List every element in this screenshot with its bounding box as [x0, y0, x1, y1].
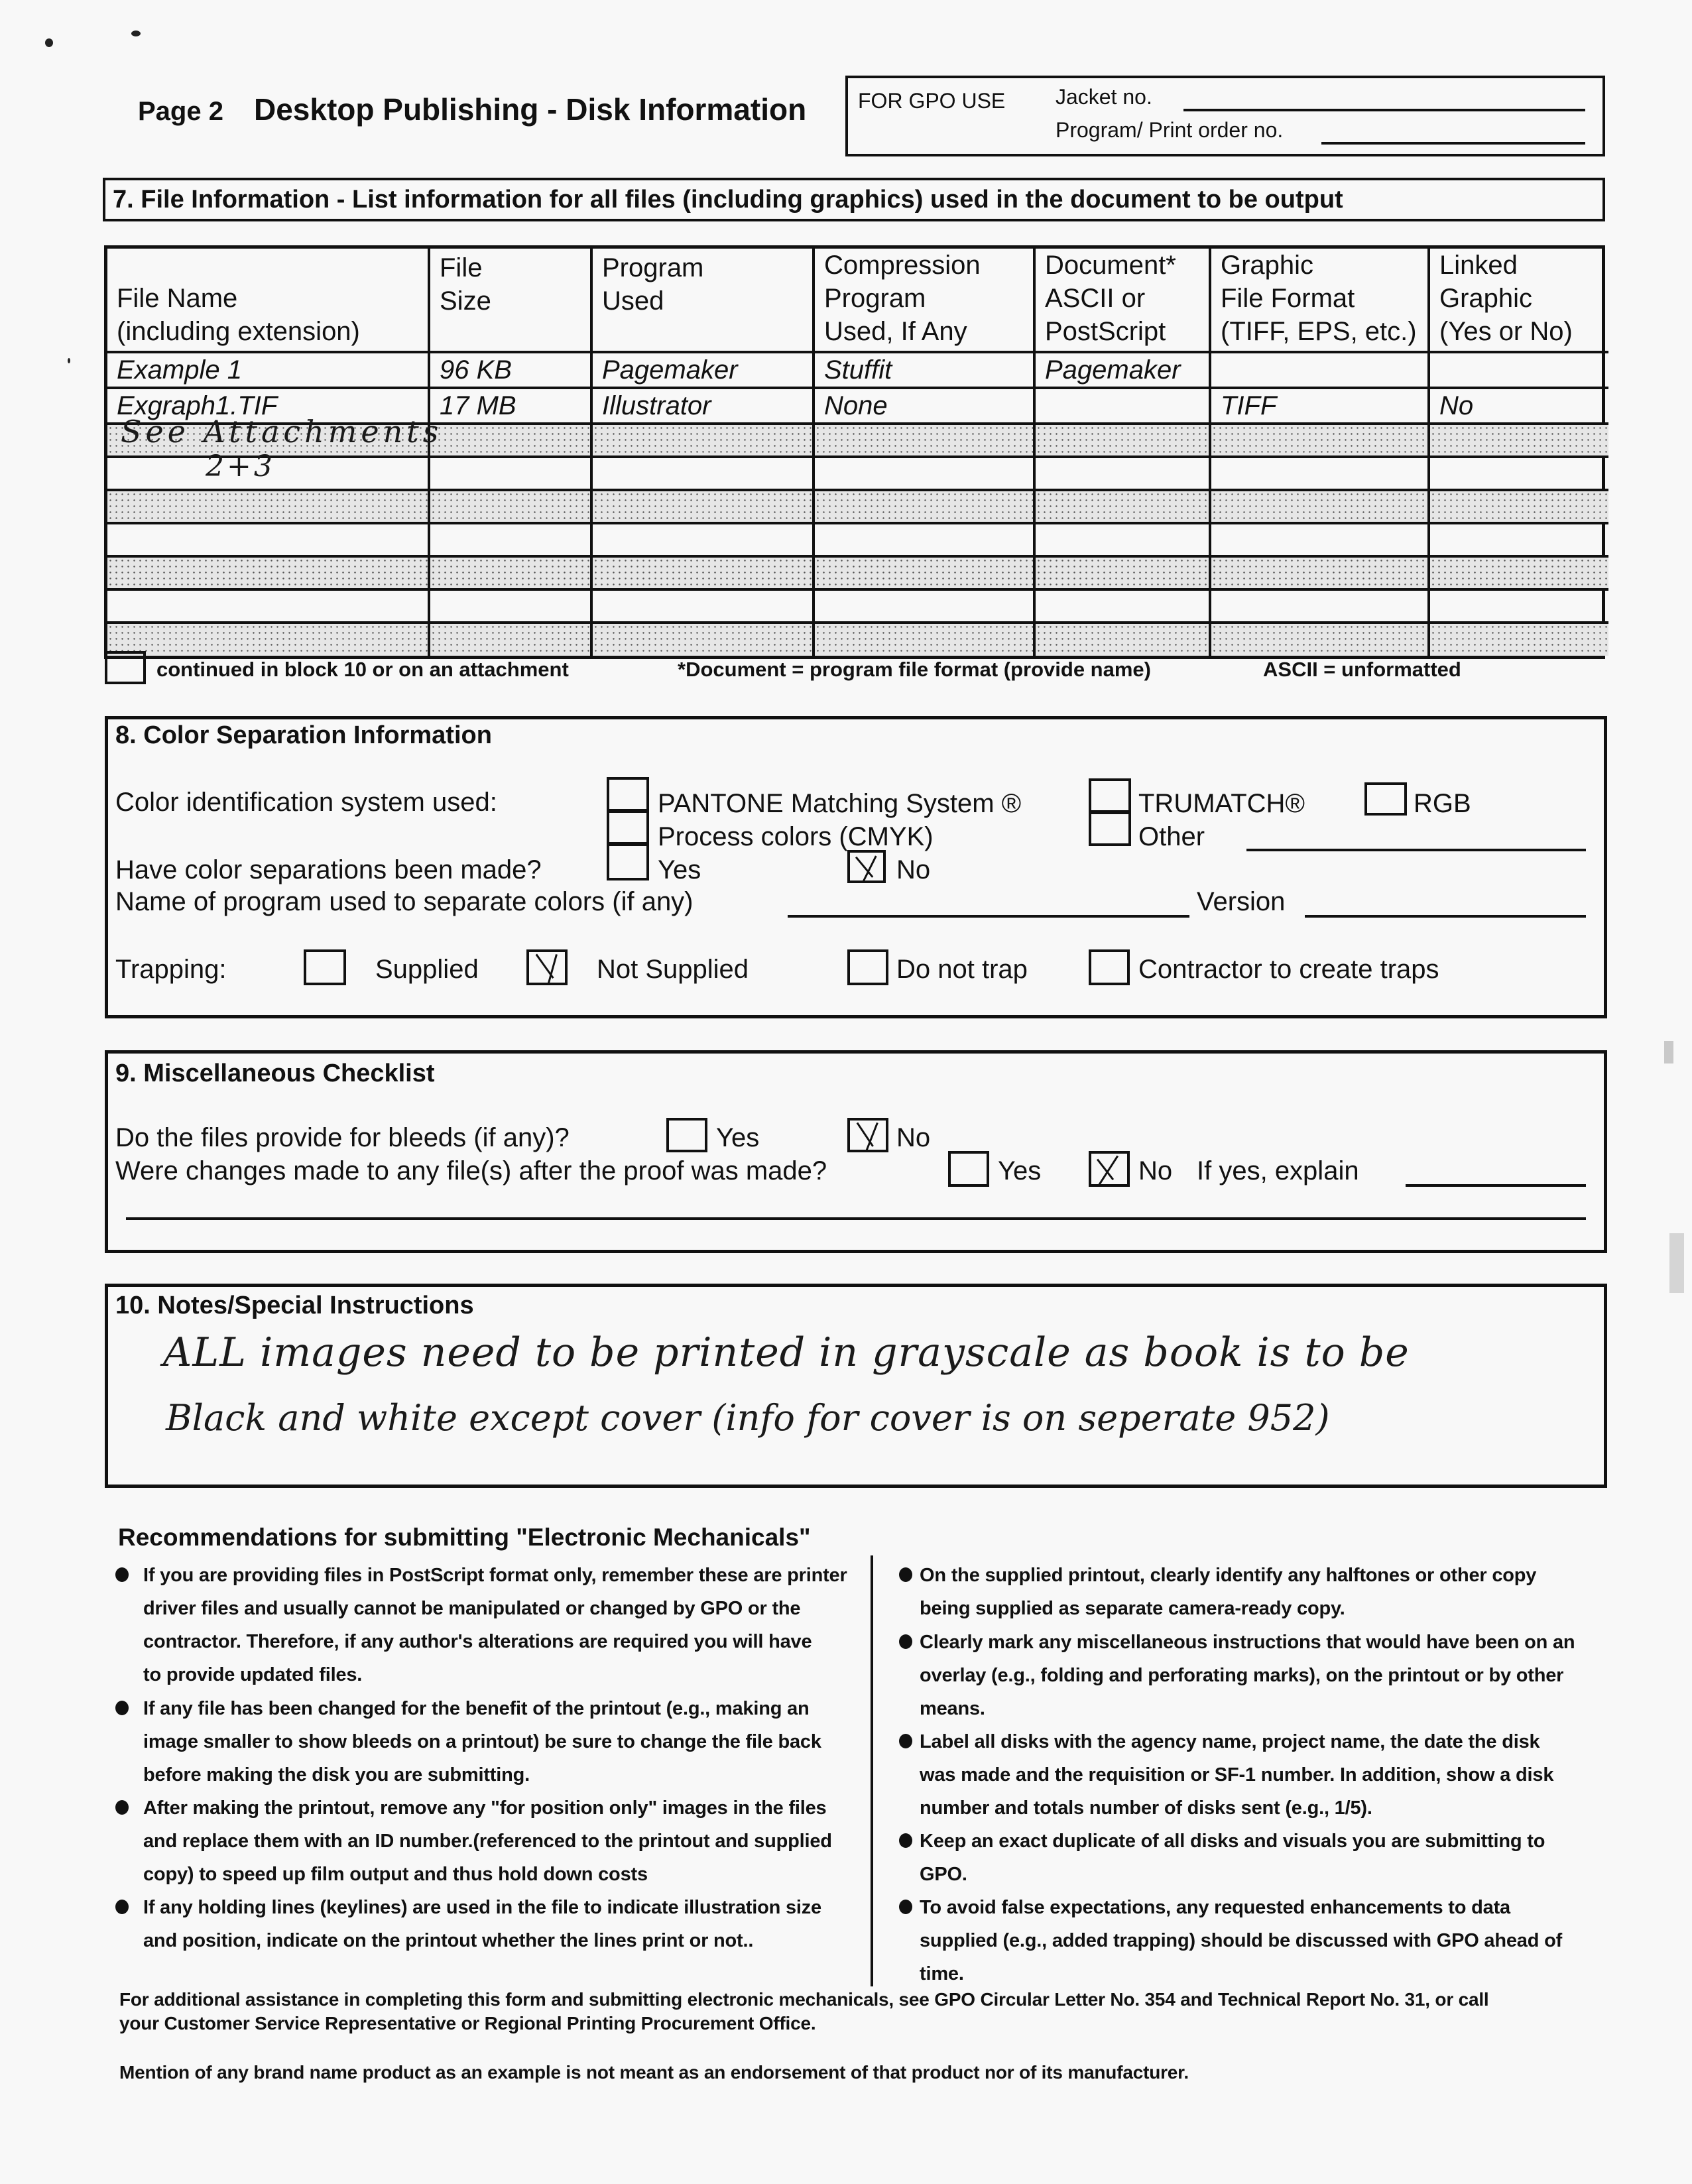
cell-empty[interactable] [429, 623, 591, 656]
col-header-linked-graphic: Linked Graphic (Yes or No) [1429, 249, 1608, 352]
assistance-text-line2: your Customer Service Representative or Regional Printing Procurement Office. [119, 2013, 816, 2033]
bleeds-yes-checkbox[interactable] [666, 1118, 707, 1152]
cell-empty[interactable] [1210, 457, 1429, 490]
page-number: Page 2 [138, 97, 223, 126]
rec-right-1-line2: being supplied as separate camera-ready copy. [920, 1598, 1345, 1619]
cell-empty[interactable] [1429, 589, 1608, 623]
cell-graphic-format[interactable]: TIFF [1210, 388, 1429, 424]
cell-program-used[interactable]: Pagemaker [591, 352, 814, 388]
print-order-field[interactable] [1321, 142, 1585, 145]
cell-document-type[interactable] [1034, 388, 1210, 424]
pantone-label: PANTONE Matching System ® [658, 789, 1022, 818]
cell-empty[interactable] [1034, 424, 1210, 457]
bleeds-no-label: No [896, 1123, 931, 1152]
rec-left-3-line2: and replace them with an ID number.(referenced to the printout and supplied [143, 1831, 832, 1852]
section8-title: 8. Color Separation Information [115, 721, 492, 749]
color-id-label: Color identification system used: [115, 788, 497, 817]
table-row [107, 352, 1608, 388]
rec-right-2-line3: means. [920, 1698, 985, 1719]
cell-empty[interactable] [429, 523, 591, 556]
bleeds-yes-label: Yes [716, 1123, 760, 1152]
separations-no-checkbox[interactable] [847, 850, 886, 883]
cell-empty[interactable] [814, 424, 1034, 457]
separations-question: Have color separations been made? [115, 855, 542, 884]
rgb-checkbox[interactable] [1364, 782, 1407, 816]
cell-compression[interactable]: None [814, 388, 1034, 424]
rec-left-3-line1: After making the printout, remove any "for position only" images in the files [143, 1797, 827, 1819]
version-label: Version [1197, 887, 1286, 916]
cell-empty[interactable] [1210, 556, 1429, 589]
rgb-label: RGB [1414, 789, 1471, 818]
process-colors-checkbox[interactable] [607, 810, 649, 845]
cell-empty[interactable] [1034, 523, 1210, 556]
rec-left-2-line1: If any file has been changed for the benefit of the printout (e.g., making an [143, 1698, 810, 1719]
cell-empty[interactable] [1210, 589, 1429, 623]
cell-empty[interactable] [814, 490, 1034, 523]
rec-left-2-line2: image smaller to show bleeds on a printout) be sure to change the file back [143, 1731, 821, 1752]
rec-right-3-line1: Label all disks with the agency name, project name, the date the disk [920, 1731, 1540, 1752]
explain-label: If yes, explain [1197, 1156, 1359, 1185]
separations-yes-label: Yes [658, 855, 701, 884]
notes-handwritten-line1[interactable]: ALL images need to be printed in grayscale as book is to be [163, 1329, 1410, 1376]
bleeds-no-checkbox[interactable] [847, 1118, 888, 1152]
notes-handwritten-line2[interactable]: Black and white except cover (info for cover is on seperate 952) [166, 1397, 1330, 1439]
rec-right-3-line2: was made and the requisition or SF-1 number. In addition, show a disk [920, 1764, 1554, 1786]
cell-empty[interactable] [429, 424, 591, 457]
section9-title: 9. Miscellaneous Checklist [115, 1060, 435, 1087]
rec-right-2-line2: overlay (e.g., folding and perforating marks), on the printout or by other [920, 1665, 1564, 1686]
pantone-checkbox[interactable] [607, 777, 649, 812]
gpo-use-label: FOR GPO USE [858, 89, 1006, 113]
continued-label: continued in block 10 or on an attachment [156, 658, 569, 681]
rec-left-2-line3: before making the disk you are submitting. [143, 1764, 530, 1786]
cell-empty[interactable] [107, 589, 429, 623]
separation-program-label: Name of program used to separate colors (if any) [115, 887, 694, 916]
cell-empty[interactable] [107, 523, 429, 556]
disclaimer-text: Mention of any brand name product as an example is not meant as an endorsement of that product nor of its manufacturer. [119, 2062, 1189, 2083]
rec-left-4-line1: If any holding lines (keylines) are used in the file to indicate illustration size [143, 1897, 821, 1918]
rec-right-5-line1: To avoid false expectations, any requested enhancements to data [920, 1897, 1510, 1918]
bullet-icon [899, 1634, 912, 1649]
scan-speck [45, 38, 53, 47]
recommendations-title: Recommendations for submitting "Electronic Mechanicals" [118, 1524, 811, 1551]
table-row-empty [107, 556, 1608, 589]
scan-speck [131, 30, 141, 36]
col-header-compression: Compression Program Used, If Any [814, 249, 1034, 352]
cell-empty[interactable] [1429, 457, 1608, 490]
table-header-row [107, 249, 1608, 352]
cell-empty[interactable] [1034, 589, 1210, 623]
col-header-graphic-format: Graphic File Format (TIFF, EPS, etc.) [1210, 249, 1429, 352]
cell-empty[interactable] [1034, 490, 1210, 523]
col-header-file-name: File Name (including extension) [107, 249, 429, 352]
table-row-empty [107, 589, 1608, 623]
separation-program-field[interactable] [788, 915, 1189, 918]
bullet-icon [899, 1734, 912, 1748]
table-row-empty [107, 490, 1608, 523]
trapping-do-not-trap-checkbox[interactable] [847, 949, 888, 985]
changes-no-label: No [1138, 1156, 1173, 1185]
cell-linked-graphic[interactable]: No [1429, 388, 1608, 424]
table-row-empty [107, 623, 1608, 656]
cell-empty[interactable] [1429, 523, 1608, 556]
bullet-icon [115, 1567, 129, 1582]
col-header-program-used: Program Used [591, 249, 814, 352]
separations-no-label: No [896, 855, 931, 884]
cell-empty[interactable] [591, 424, 814, 457]
scan-edge-noise [1669, 1233, 1684, 1293]
cell-empty[interactable] [1034, 457, 1210, 490]
file-information-table [104, 245, 1605, 659]
col-header-document-type: Document* ASCII or PostScript [1034, 249, 1210, 352]
cell-empty[interactable] [591, 556, 814, 589]
cell-compression[interactable]: Stuffit [814, 352, 1034, 388]
footnote-document: *Document = program file format (provide name) [678, 658, 1151, 681]
print-order-label: Program/ Print order no. [1056, 118, 1284, 142]
cell-empty[interactable] [1210, 490, 1429, 523]
explain-field-line2[interactable] [126, 1217, 1586, 1220]
scan-edge-noise [1664, 1041, 1673, 1063]
rec-right-4-line1: Keep an exact duplicate of all disks and visuals you are submitting to [920, 1831, 1545, 1852]
cell-empty[interactable] [814, 556, 1034, 589]
section10-title: 10. Notes/Special Instructions [115, 1292, 474, 1319]
rec-left-3-line3: copy) to speed up film output and thus hold down costs [143, 1864, 648, 1885]
trapping-not-supplied-checkbox[interactable] [526, 949, 568, 985]
bullet-icon [115, 1701, 129, 1715]
other-label: Other [1138, 822, 1205, 851]
changes-question: Were changes made to any file(s) after the proof was made? [115, 1156, 827, 1185]
cell-empty[interactable] [1429, 556, 1608, 589]
cell-empty[interactable] [814, 457, 1034, 490]
cell-empty[interactable] [429, 556, 591, 589]
rec-left-1-line2: driver files and usually cannot be manipulated or changed by GPO or the [143, 1598, 801, 1619]
col-header-file-size: File Size [429, 249, 591, 352]
trumatch-checkbox[interactable] [1089, 778, 1131, 813]
scan-speck [68, 358, 70, 363]
cell-graphic-format[interactable] [1210, 352, 1429, 388]
cell-program-used[interactable]: Illustrator [591, 388, 814, 424]
other-checkbox[interactable] [1089, 812, 1131, 846]
cell-empty[interactable] [591, 623, 814, 656]
cell-empty[interactable] [814, 623, 1034, 656]
cell-empty[interactable] [1210, 424, 1429, 457]
cell-empty[interactable] [1429, 424, 1608, 457]
cell-empty[interactable] [591, 490, 814, 523]
trapping-do-not-trap-label: Do not trap [896, 955, 1028, 984]
bullet-icon [899, 1833, 912, 1848]
trumatch-label: TRUMATCH® [1138, 789, 1305, 818]
checkmark-x-icon [529, 952, 565, 983]
checkmark-x-icon [850, 853, 883, 880]
bullet-icon [899, 1900, 912, 1914]
process-colors-label: Process colors (CMYK) [658, 822, 934, 851]
trapping-contractor-label: Contractor to create traps [1138, 955, 1439, 984]
cell-empty[interactable] [1034, 623, 1210, 656]
cell-empty[interactable] [1429, 490, 1608, 523]
page-title: Desktop Publishing - Disk Information [254, 92, 807, 127]
cell-empty[interactable] [591, 457, 814, 490]
cell-file-size[interactable]: 96 KB [429, 352, 591, 388]
version-field[interactable] [1305, 915, 1586, 918]
bullet-icon [899, 1567, 912, 1582]
table-row-empty [107, 457, 1608, 490]
cell-empty[interactable] [429, 589, 591, 623]
cell-empty[interactable] [107, 623, 429, 656]
jacket-no-field[interactable] [1183, 109, 1585, 111]
rec-left-1-line3: contractor. Therefore, if any author's alterations are required you will have [143, 1631, 812, 1652]
checkmark-x-icon [850, 1121, 886, 1150]
rec-right-3-line3: number and totals number of disks sent (e.g., 1/5). [920, 1797, 1372, 1819]
changes-yes-checkbox[interactable] [948, 1151, 989, 1187]
cell-empty[interactable] [429, 490, 591, 523]
trapping-supplied-label: Supplied [375, 955, 479, 984]
bullet-icon [115, 1800, 129, 1815]
cell-empty[interactable] [429, 457, 591, 490]
checkmark-x-icon [1091, 1154, 1127, 1184]
cell-file-name[interactable]: Example 1 [107, 352, 429, 388]
trapping-not-supplied-label: Not Supplied [597, 955, 749, 984]
cell-empty[interactable] [1034, 556, 1210, 589]
trapping-contractor-checkbox[interactable] [1089, 949, 1130, 985]
rec-left-1-line4: to provide updated files. [143, 1664, 363, 1685]
footnote-ascii: ASCII = unformatted [1263, 658, 1461, 681]
rec-right-2-line1: Clearly mark any miscellaneous instructions that would have been on an [920, 1632, 1575, 1653]
bleeds-question: Do the files provide for bleeds (if any)? [115, 1123, 570, 1152]
other-field[interactable] [1246, 849, 1586, 851]
rec-right-5-line2: supplied (e.g., added trapping) should be discussed with GPO ahead of [920, 1930, 1563, 1951]
continued-checkbox[interactable] [105, 651, 146, 684]
rec-right-4-line2: GPO. [920, 1864, 967, 1885]
cell-file-name[interactable]: Exgraph1.TIF [107, 388, 429, 424]
cell-file-size[interactable]: 17 MB [429, 388, 591, 424]
cell-empty[interactable] [1210, 623, 1429, 656]
rec-right-1-line1: On the supplied printout, clearly identify any halftones or other copy [920, 1565, 1537, 1586]
cell-linked-graphic[interactable] [1429, 352, 1608, 388]
assistance-text-line1: For additional assistance in completing this form and submitting electronic mechanicals, see GPO Circular Letter No. 354 and Technical Report No. 31, or call [119, 1989, 1489, 2010]
cell-empty[interactable] [1210, 523, 1429, 556]
rec-left-4-line2: and position, indicate on the printout whether the lines print or not.. [143, 1930, 754, 1951]
rec-left-1-line1: If you are providing files in PostScript format only, remember these are printer [143, 1565, 847, 1586]
changes-yes-label: Yes [998, 1156, 1042, 1185]
cell-empty[interactable] [107, 556, 429, 589]
rec-right-5-line3: time. [920, 1963, 964, 1984]
cell-empty[interactable] [1429, 623, 1608, 656]
cell-empty[interactable] [814, 589, 1034, 623]
jacket-no-label: Jacket no. [1056, 85, 1152, 109]
handwritten-attachment-numbers: 2+3 [206, 450, 275, 483]
trapping-label: Trapping: [115, 955, 227, 984]
table-row-empty [107, 523, 1608, 556]
trapping-supplied-checkbox[interactable] [304, 949, 346, 985]
cell-empty[interactable] [107, 490, 429, 523]
cell-empty[interactable] [814, 523, 1034, 556]
section7-title: 7. File Information - List information for all files (including graphics) used in the document to be output [113, 186, 1343, 213]
changes-no-checkbox[interactable] [1089, 1151, 1130, 1187]
handwritten-see-attachments: See Attachments [121, 414, 443, 450]
column-divider [871, 1555, 873, 1986]
separations-yes-checkbox[interactable] [607, 843, 649, 880]
cell-empty[interactable] [591, 523, 814, 556]
bullet-icon [115, 1900, 129, 1914]
cell-empty[interactable] [591, 589, 814, 623]
explain-field[interactable] [1406, 1184, 1586, 1187]
cell-document-type[interactable]: Pagemaker [1034, 352, 1210, 388]
